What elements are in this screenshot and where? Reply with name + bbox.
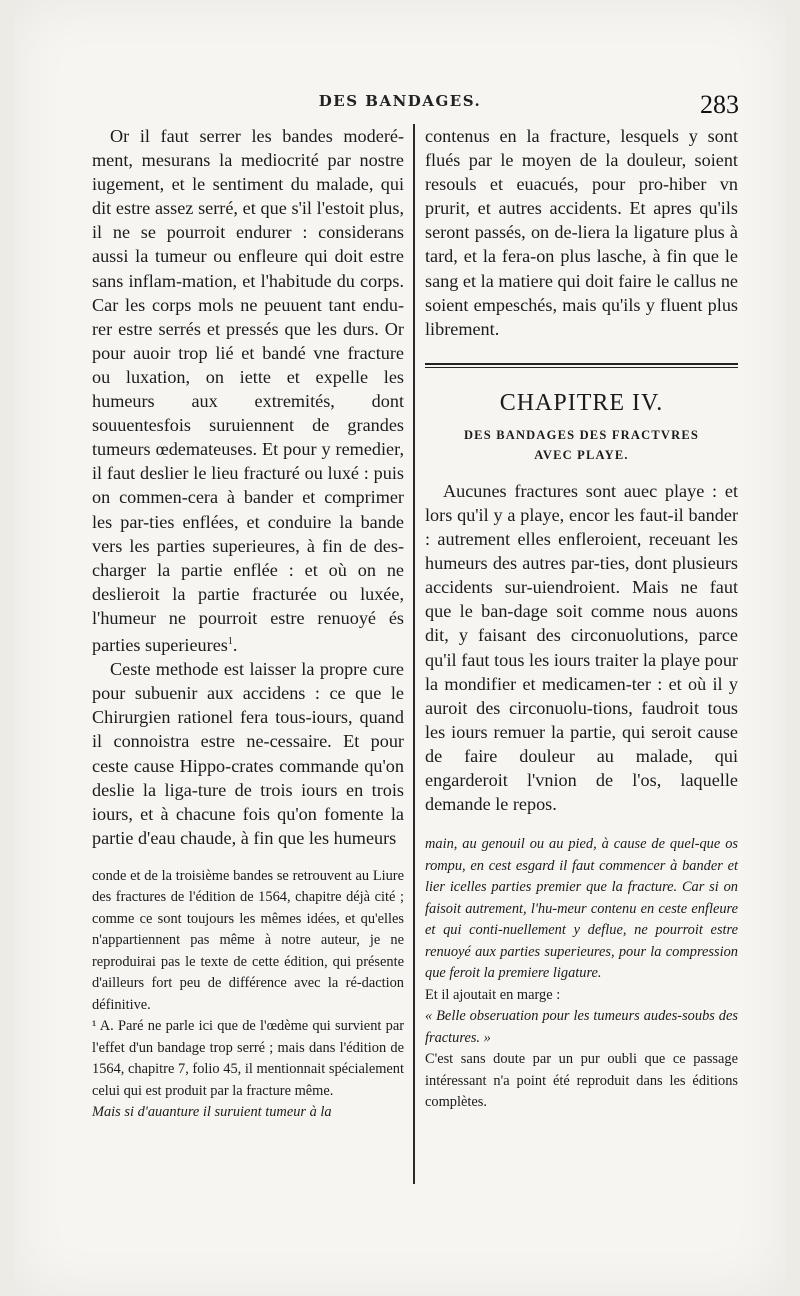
page-number: 283 bbox=[700, 90, 739, 119]
chapter-subtitle-line-2: AVEC PLAYE. bbox=[534, 447, 629, 462]
left-note-1: conde et de la troisième bandes se retrouvent au Liure des fractures de l'édition de 1564, chapitre déjà cité ; comme ce sont toujours les mêmes idées, et qu'elles n'appartiennent pas même à notre auteur, je ne reproduirai pas le texte de cette édition, qui présente d'ailleurs fort peu de différence avec la ré-daction définitive. bbox=[92, 867, 404, 1013]
right-paragraph-1: contenus en la fracture, lesquels y sont flués par le moyen de la douleur, soient resouls et euacués, pour pro-hiber vn prurit, et autres accidents. Et apres qu'ils seront passés, on de-liera la ligature plus à tard, et la fera-on plus lasche, à fin que le sang et la matiere qui doit faire le callus ne soient empeschés, mais qu'ils y fluent plus librement. bbox=[425, 126, 738, 339]
right-note-2: Et il ajoutait en marge : bbox=[425, 986, 561, 1003]
left-paragraph-2: Ceste methode est laisser la propre cure pour subuenir aux accidens : ce que le Chirurgien rationel fera tous-iours, quand il connoistra estre ne-cessaire. Et pour ceste cause Hippo-crates commande qu'on deslie la liga-ture de trois iours en trois iours, et à chacune fois qu'on fomente la partie d'eau chaude, à fin que les humeurs bbox=[92, 659, 404, 848]
right-note-4: C'est sans doute par un pur oubli que ce passage intéressant n'a point été reproduit dans les éditions complètes. bbox=[425, 1051, 738, 1111]
left-note-2: ¹ A. Paré ne parle ici que de l'œdème qui survient par l'effet d'un bandage trop serré ; mais dans l'édition de 1564, chapitre 7, folio 45, il mentionnait spécialement celui qui est produit par la fracture même. bbox=[92, 1018, 404, 1099]
right-note-3: « Belle obseruation pour les tumeurs audes-soubs des fractures. » bbox=[425, 1008, 738, 1046]
left-note-3: Mais si d'auanture il suruient tumeur à la bbox=[92, 1104, 332, 1121]
left-column bbox=[92, 124, 404, 1124]
chapter-paragraph: Aucunes fractures sont auec playe : et lors qu'il y a playe, encor les faut-il bander : autrement elles enfleroient, receuant les humeurs des autres par-ties, dont plusieurs accidents sur-uiendroient. Mais ne faut que le ban-dage soit comme nous auons dit, y faisant des circonuolutions, parce qu'il faut tous les iours traiter la playe pour la mondifier et medicamen-ter : et où il y auroit des circonuolu-tions, faudroit tous les iours remuer la partie, qui seroit cause de faire douleur au malade, qui engarderoit l'vnion de l'os, laquelle demande le repos. bbox=[425, 480, 738, 815]
footnote-marker: 1 bbox=[227, 635, 233, 647]
left-paragraph-1: Or il faut serrer les bandes moderé-ment, mesurans la mediocrité par nostre iugement, et le sentiment du malade, qui dit estre assez serré, et que s'il l'estoit plus, il ne se pourroit endurer : considerans aussi la tumeur ou enfleure qui doit estre sans inflam-mation, et l'habitude du corps. Car les corps mols ne peuuent tant endu-rer estre serrés et pressés que les durs. Or pour auoir trop lié et bandé vne fracture ou luxation, on iette et expelle les humeurs aux extremités, dont souuentesfois suruiennent de grandes tumeurs œdemateuses. Et pour y remedier, il faut deslier le lieu fracturé ou luxé : puis on commen-cera à bander et comprimer les par-ties enflées, et conduire la bande vers les parties superieures, à fin de des-charger la partie enflée : et où on ne deslieroit la partie fracturée ou luxée, l'humeur ne pourroit estre renuoyé és parties superieures$^1$. bbox=[92, 126, 404, 656]
right-note-1: main, au genouil ou au pied, à cause de quel-que os rompu, en cest esgard il faut commencer à bander et lier icelles parties premier que la fracture. Car si on faisoit autrement, l'hu-meur contenu en ceste enfleure et qui conti-nuellement y deflue, ne pourroit estre renuoyé aux parties superieures, pour la compression que feroit la premiere ligature. bbox=[425, 836, 738, 982]
column-divider bbox=[413, 124, 415, 1184]
chapter-subtitle-line-1: DES BANDAGES DES FRACTVRES bbox=[463, 427, 700, 442]
chapter-title: CHAPITRE IV. bbox=[499, 389, 664, 416]
right-column bbox=[425, 124, 738, 1114]
chapter-rule bbox=[425, 363, 738, 368]
chapter-subtitle bbox=[425, 425, 738, 465]
running-title: DES BANDAGES. bbox=[318, 92, 482, 110]
